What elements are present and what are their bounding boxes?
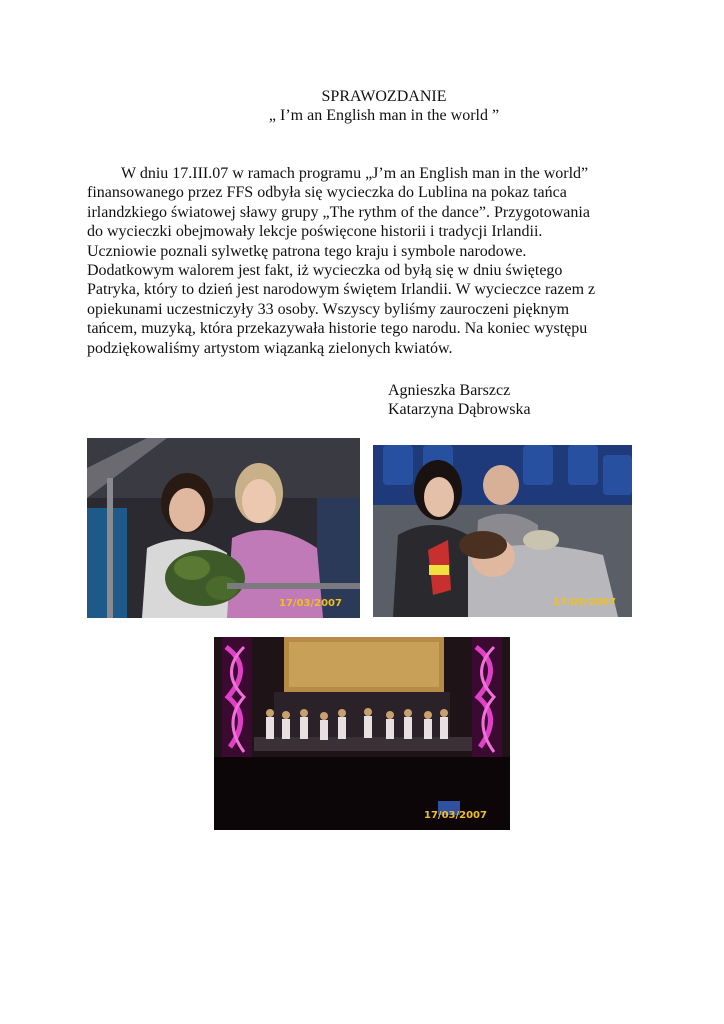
photo-date-stamp: 17/03/2007 [424, 810, 487, 821]
paragraph-line: finansowanego przez FFS odbyła się wycieczka do Lublina na pokaz tańca [87, 184, 567, 202]
photo-girls-with-flowers [87, 438, 360, 618]
document-title: SPRAWOZDANIE [321, 88, 447, 105]
paragraph-line: Patryka, który to dzień jest narodowym świętem Irlandii. W wycieczce razem z [87, 281, 596, 299]
photo-date-stamp: 17/03/2007 [279, 598, 342, 609]
paragraph-line: Dodatkowym walorem jest fakt, iż wycieczka od byłą się w dniu świętego [87, 262, 563, 280]
photo-date-stamp: 17/03/2007 [553, 597, 616, 608]
photo-stage-performance [214, 637, 510, 830]
paragraph-line: do wycieczki obejmowały lekcje poświęcone historii i tradycji Irlandii. [87, 223, 543, 241]
paragraph-line: opiekunami uczestniczyły 33 osoby. Wszyscy byliśmy zauroczeni pięknym [87, 300, 570, 318]
document-subtitle: „ I’m an English man in the world ” [268, 107, 500, 124]
signature-name: Agnieszka Barszcz [388, 382, 511, 399]
photo-group-in-seats [373, 445, 632, 617]
paragraph-line: irlandzkiego światowej sławy grupy „The rythm of the dance”. Przygotowania [87, 203, 590, 221]
report-paragraph [87, 164, 647, 358]
paragraph-line: Uczniowie poznali sylwetkę patrona tego kraju i symbole narodowe. [87, 242, 527, 260]
paragraph-line: tańcem, muzyką, która przekazywała historie tego narodu. Na koniec występu [87, 320, 588, 338]
paragraph-line: W dniu 17.III.07 w ramach programu „J’m an English man in the world” [121, 165, 589, 182]
signature-name: Katarzyna Dąbrowska [388, 401, 531, 418]
paragraph-line: podziękowaliśmy artystom wiązanką zielonych kwiatów. [87, 339, 453, 357]
